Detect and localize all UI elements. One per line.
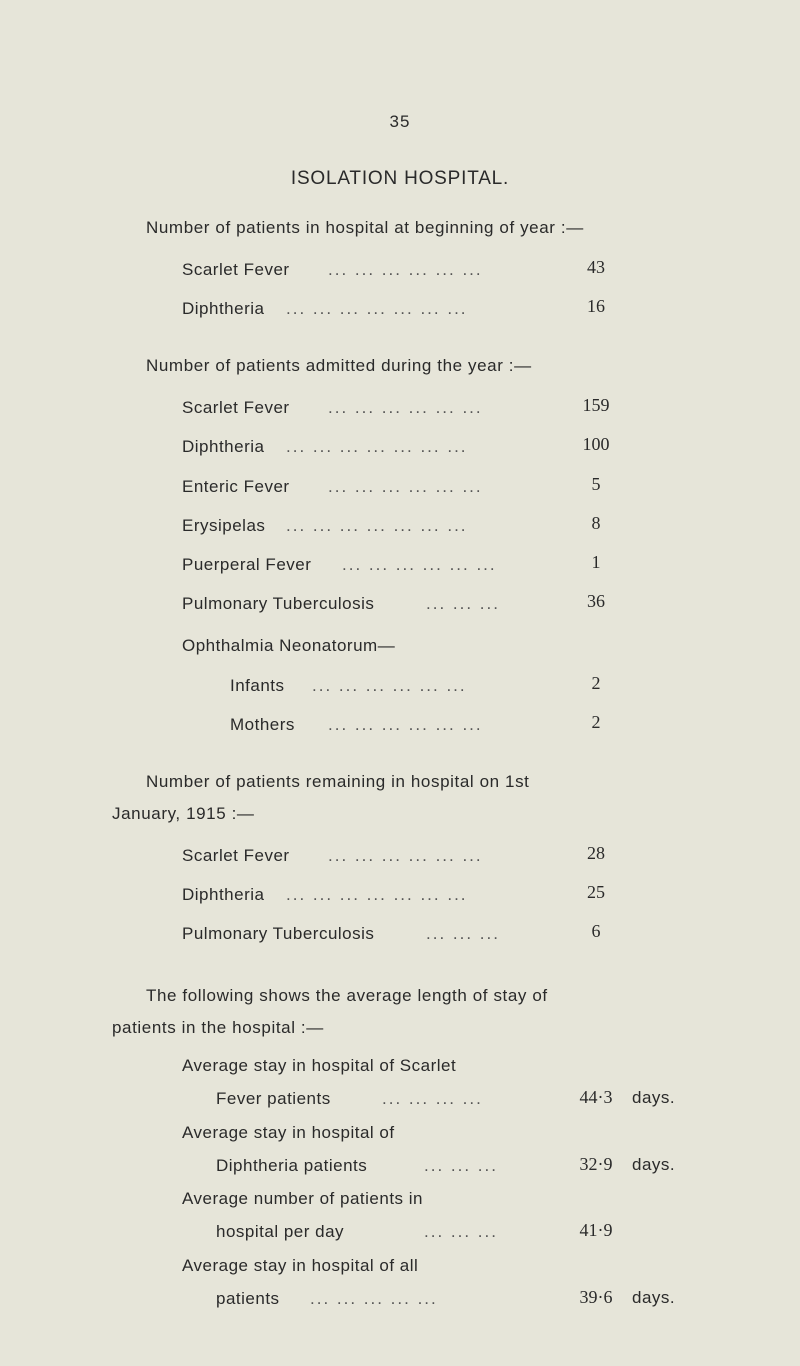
leader-dots: ... ... ... ... ... ... xyxy=(342,555,497,574)
avg-row-line1: Average stay in hospital of all xyxy=(182,1256,419,1275)
row-label: Diphtheria xyxy=(182,885,265,904)
table-row xyxy=(216,1289,542,1315)
section-heading-remaining: Number of patients remaining in hospital on 1st xyxy=(146,772,530,791)
row-value: 8 xyxy=(591,513,601,533)
row-unit: days. xyxy=(632,1088,676,1107)
leader-dots: ... ... ... xyxy=(426,594,500,613)
table-row xyxy=(230,715,542,741)
subgroup-heading: Ophthalmia Neonatorum— xyxy=(182,636,396,655)
leader-dots: ... ... ... ... xyxy=(382,1089,483,1108)
section-heading-remaining-cont: January, 1915 :— xyxy=(112,804,255,823)
table-row xyxy=(182,885,542,911)
row-value: 5 xyxy=(591,474,601,494)
page-title: ISOLATION HOSPITAL. xyxy=(290,168,510,189)
row-value: 25 xyxy=(587,882,605,902)
table-row xyxy=(182,516,542,542)
row-label: Mothers xyxy=(230,715,295,734)
section-heading-beginning: Number of patients in hospital at beginning of year :— xyxy=(146,218,584,237)
table-row xyxy=(182,299,542,325)
table-row xyxy=(182,846,542,872)
row-value: 2 xyxy=(591,712,601,732)
leader-dots: ... ... ... ... ... ... xyxy=(328,398,483,417)
row-label: Pulmonary Tuberculosis xyxy=(182,924,375,943)
table-row xyxy=(216,1156,542,1182)
row-label: Erysipelas xyxy=(182,516,266,535)
leader-dots: ... ... ... xyxy=(426,924,500,943)
row-value: 1 xyxy=(591,552,601,572)
row-label: Scarlet Fever xyxy=(182,398,290,417)
table-row xyxy=(182,477,542,503)
row-value: 39·6 xyxy=(579,1287,613,1307)
table-row xyxy=(182,437,542,463)
row-value: 16 xyxy=(587,296,605,316)
table-row xyxy=(182,260,542,286)
leader-dots: ... ... ... ... ... ... xyxy=(328,715,483,734)
row-label: Enteric Fever xyxy=(182,477,290,496)
leader-dots: ... ... ... ... ... ... xyxy=(328,477,483,496)
row-value: 41·9 xyxy=(579,1220,613,1240)
section-heading-average-cont: patients in the hospital :— xyxy=(112,1018,324,1037)
row-label: patients xyxy=(216,1289,280,1308)
leader-dots: ... ... ... ... ... ... xyxy=(328,846,483,865)
row-value: 43 xyxy=(587,257,605,277)
table-row xyxy=(182,555,542,581)
row-value: 36 xyxy=(587,591,605,611)
avg-row-line1: Average stay in hospital of Scarlet xyxy=(182,1056,457,1075)
section-heading-admitted: Number of patients admitted during the year :— xyxy=(146,356,532,375)
row-label: Fever patients xyxy=(216,1089,331,1108)
page-number: 35 xyxy=(389,112,411,131)
row-label: Diphtheria xyxy=(182,299,265,318)
table-row xyxy=(216,1089,542,1115)
row-value: 44·3 xyxy=(579,1087,613,1107)
row-value: 159 xyxy=(582,395,610,415)
table-row xyxy=(182,924,542,950)
row-label: Diphtheria xyxy=(182,437,265,456)
leader-dots: ... ... ... ... ... xyxy=(310,1289,438,1308)
leader-dots: ... ... ... ... ... ... ... xyxy=(286,299,468,318)
row-value: 100 xyxy=(582,434,610,454)
avg-row-line1: Average number of patients in xyxy=(182,1189,423,1208)
row-label: Scarlet Fever xyxy=(182,846,290,865)
row-value: 2 xyxy=(591,673,601,693)
leader-dots: ... ... ... ... ... ... ... xyxy=(286,516,468,535)
row-label: Diphtheria patients xyxy=(216,1156,368,1175)
leader-dots: ... ... ... ... ... ... xyxy=(312,676,467,695)
row-label: Puerperal Fever xyxy=(182,555,312,574)
row-value: 28 xyxy=(587,843,605,863)
row-value: 32·9 xyxy=(579,1154,613,1174)
table-row xyxy=(182,398,542,424)
leader-dots: ... ... ... xyxy=(424,1156,498,1175)
row-value: 6 xyxy=(591,921,601,941)
table-row xyxy=(230,676,542,702)
row-label: Pulmonary Tuberculosis xyxy=(182,594,375,613)
row-label: hospital per day xyxy=(216,1222,345,1241)
leader-dots: ... ... ... ... ... ... xyxy=(328,260,483,279)
row-unit: days. xyxy=(632,1288,676,1307)
leader-dots: ... ... ... xyxy=(424,1222,498,1241)
row-label: Infants xyxy=(230,676,285,695)
table-row xyxy=(182,594,542,620)
row-unit: days. xyxy=(632,1155,676,1174)
row-label: Scarlet Fever xyxy=(182,260,290,279)
leader-dots: ... ... ... ... ... ... ... xyxy=(286,437,468,456)
table-row xyxy=(216,1222,542,1248)
section-heading-average: The following shows the average length of stay of xyxy=(146,986,548,1005)
leader-dots: ... ... ... ... ... ... ... xyxy=(286,885,468,904)
avg-row-line1: Average stay in hospital of xyxy=(182,1123,395,1142)
